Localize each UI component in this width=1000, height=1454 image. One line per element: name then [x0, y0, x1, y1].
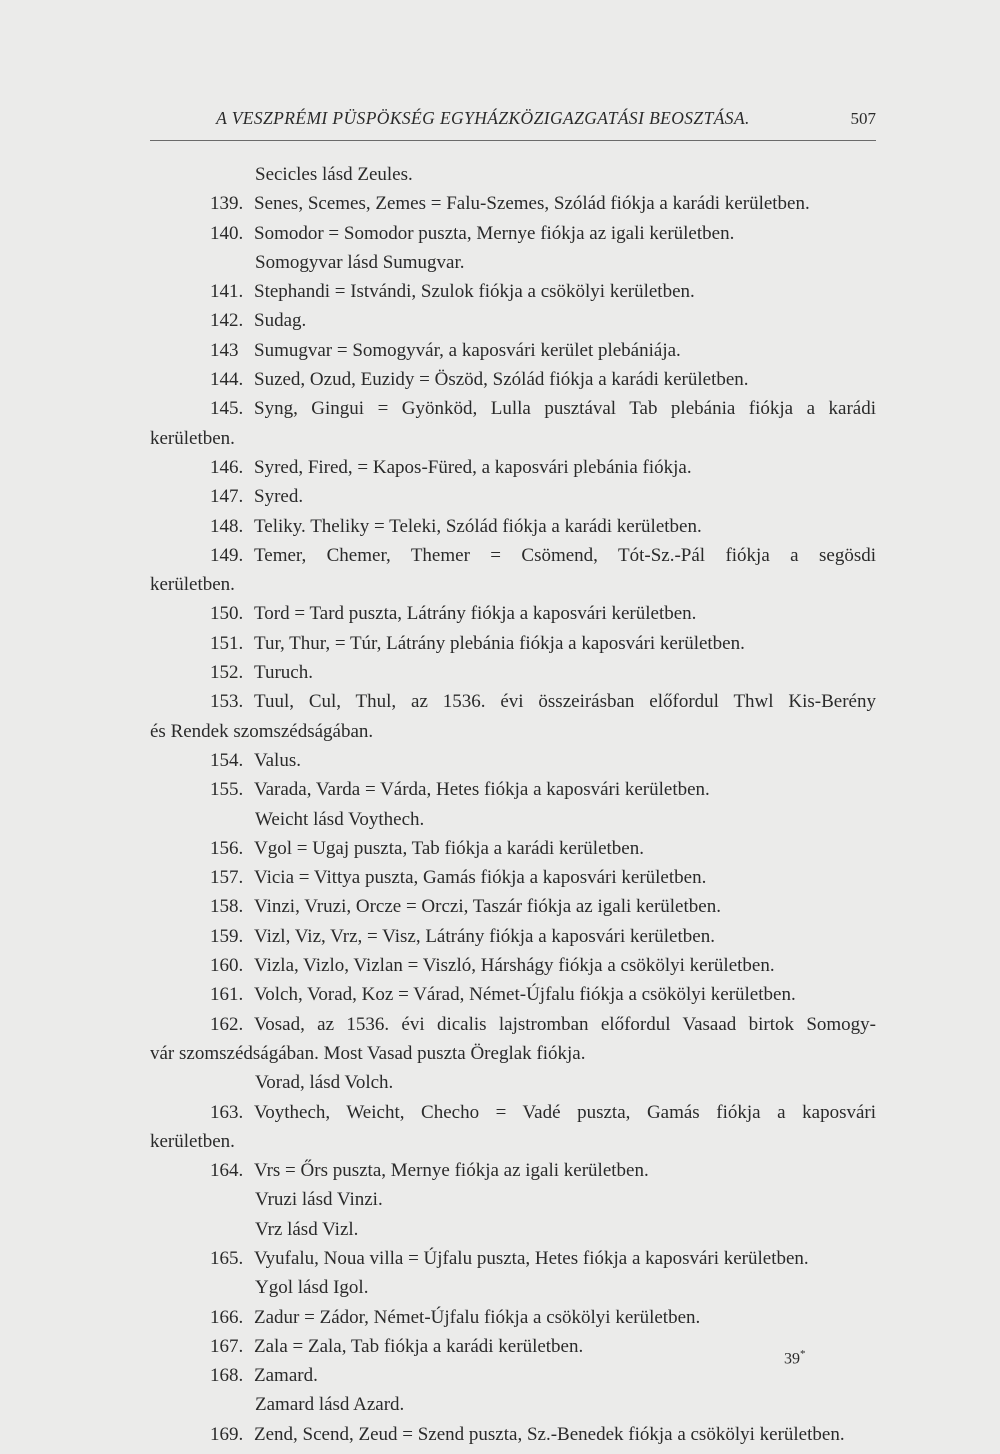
entry-text: Tuul, Cul, Thul, az 1536. évi összeirásban előfordul Thwl Kis-Berény: [254, 691, 876, 713]
entry-line: [150, 365, 876, 394]
entry-text: Stephandi = Istvándi, Szulok fiókja a csökölyi kerületben.: [254, 281, 695, 303]
entry-number: 153.: [210, 691, 244, 713]
signature-number: 39: [784, 1350, 800, 1368]
entry-number: 143: [210, 339, 239, 361]
entry-line: [150, 1361, 876, 1390]
entry-line: [150, 775, 876, 804]
entry-text: Vyufalu, Noua villa = Újfalu puszta, Hetes fiókja a kaposvári kerületben.: [254, 1247, 809, 1269]
entry-text: Varada, Varda = Várda, Hetes fiókja a kaposvári kerületben.: [254, 779, 710, 801]
entry-line: [150, 1332, 876, 1361]
entry-text: Senes, Scemes, Zemes = Falu-Szemes, Szólád fiókja a karádi kerületben.: [254, 193, 810, 215]
entry-number: 168.: [210, 1365, 244, 1387]
entry-number: 147.: [210, 486, 244, 508]
entry-text: Syred.: [254, 486, 304, 508]
entry-text: Sumugvar = Somogyvár, a kaposvári kerület plebániája.: [254, 339, 681, 361]
entry-line: [150, 1303, 876, 1332]
entry-text: Vrs = Őrs puszta, Mernye fiókja az igali kerületben.: [254, 1160, 649, 1182]
entry-number: 150.: [210, 603, 244, 625]
entry-text: Zadur = Zádor, Német-Újfalu fiókja a csökölyi kerületben.: [254, 1306, 701, 1328]
entry-number: 167.: [210, 1335, 244, 1357]
entry-line: [150, 306, 876, 335]
continuation-line: kerületben.: [150, 1130, 235, 1152]
entry-text: Sudag.: [254, 310, 307, 332]
entry-text: Vizl, Viz, Vrz, = Visz, Látrány fiókja a kaposvári kerületben.: [254, 925, 715, 947]
cross-reference-line: Somogyvar lásd Sumugvar.: [255, 251, 465, 273]
entry-number: 155.: [210, 779, 244, 801]
entry-text: Teliky. Theliky = Teleki, Szólád fiókja a karádi kerületben.: [254, 515, 702, 537]
entry-line: [150, 687, 876, 716]
continuation-line: és Rendek szomszédságában.: [150, 720, 374, 742]
entry-number: 141.: [210, 281, 244, 303]
entry-line: [150, 336, 876, 365]
entry-line: [150, 1010, 876, 1039]
entry-number: 146.: [210, 456, 244, 478]
entry-line: [150, 658, 876, 687]
entry-line: [150, 541, 876, 570]
entry-line: [150, 219, 876, 248]
entry-line: [150, 1156, 876, 1185]
entry-line: [150, 863, 876, 892]
entry-number: 157.: [210, 867, 244, 889]
cross-reference-line: Secicles lásd Zeules.: [255, 164, 413, 185]
cross-reference-line: Vruzi lásd Vinzi.: [255, 1189, 383, 1211]
entry-line: [150, 482, 876, 511]
signature-asterisk: *: [800, 1348, 806, 1360]
entry-number: 145.: [210, 398, 244, 420]
cross-reference-line: Weicht lásd Voythech.: [255, 808, 425, 830]
entry-line: [150, 394, 876, 423]
entry-number: 164.: [210, 1160, 244, 1182]
entry-text: Syred, Fired, = Kapos-Füred, a kaposvári plebánia fiókja.: [254, 456, 692, 478]
entry-line: [150, 951, 876, 980]
entry-number: 140.: [210, 222, 244, 244]
entry-line: [150, 189, 876, 218]
entry-number: 162.: [210, 1013, 244, 1035]
entry-line: [150, 512, 876, 541]
entry-text: Vicia = Vittya puszta, Gamás fiókja a kaposvári kerületben.: [254, 867, 707, 889]
entry-text: Vgol = Ugaj puszta, Tab fiókja a karádi kerületben.: [254, 837, 644, 859]
entry-number: 139.: [210, 193, 244, 215]
signature-mark: [784, 1348, 806, 1368]
entry-line: [150, 1420, 876, 1449]
entry-number: 154.: [210, 749, 244, 771]
entry-text: Vizla, Vizlo, Vizlan = Viszló, Hárshágy fiókja a csökölyi kerületben.: [254, 955, 775, 977]
cross-reference-line: Vrz lásd Vizl.: [255, 1218, 359, 1240]
entry-text: Zend, Scend, Zeud = Szend puszta, Sz.-Benedek fiókja a csökölyi kerületben.: [254, 1423, 845, 1445]
header-title: A VESZPRÉMI PÜSPÖKSÉG EGYHÁZKÖZIGAZGATÁSI BEOSZTÁSA.: [216, 108, 750, 128]
entry-line: [150, 834, 876, 863]
entry-text: Vinzi, Vruzi, Orcze = Orczi, Taszár fiókja az igali kerületben.: [254, 896, 721, 918]
entry-text: Tur, Thur, = Túr, Látrány plebánia fiókja a kaposvári kerületben.: [254, 632, 745, 654]
entry-number: 144.: [210, 369, 244, 391]
entry-number: 151.: [210, 632, 244, 654]
entry-number: 156.: [210, 837, 244, 859]
entry-line: [150, 980, 876, 1009]
entry-line: [150, 599, 876, 628]
entry-line: [150, 746, 876, 775]
entry-line: [150, 629, 876, 658]
entry-text: Suzed, Ozud, Euzidy = Öszöd, Szólád fiókja a karádi kerületben.: [254, 369, 749, 391]
entry-number: 149.: [210, 544, 244, 566]
entry-line: [150, 922, 876, 951]
entry-list: [150, 160, 876, 1449]
entry-text: Zamard.: [254, 1365, 318, 1387]
entry-line: [150, 1244, 876, 1273]
entry-number: 152.: [210, 662, 244, 684]
cross-reference-line: Zamard lásd Azard.: [255, 1394, 405, 1416]
page-number: 507: [850, 109, 876, 128]
entry-text: Somodor = Somodor puszta, Mernye fiókja az igali kerületben.: [254, 222, 735, 244]
entry-line: [150, 892, 876, 921]
entry-text: Volch, Vorad, Koz = Várad, Német-Újfalu fiókja a csökölyi kerületben.: [254, 984, 796, 1006]
entry-number: 166.: [210, 1306, 244, 1328]
continuation-line: kerületben.: [150, 574, 235, 596]
entry-text: Vosad, az 1536. évi dicalis lajstromban előfordul Vasaad birtok Somogy-: [254, 1013, 876, 1035]
cross-reference-line: Ygol lásd Igol.: [255, 1277, 369, 1299]
cross-reference-line: Vorad, lásd Volch.: [255, 1072, 394, 1094]
entry-number: 158.: [210, 896, 244, 918]
entry-line: [150, 1098, 876, 1127]
entry-line: [150, 453, 876, 482]
entry-number: 148.: [210, 515, 244, 537]
entry-number: 160.: [210, 955, 244, 977]
entry-number: 159.: [210, 925, 244, 947]
entry-text: Turuch.: [254, 662, 313, 684]
entry-text: Voythech, Weicht, Checho = Vadé puszta, Gamás fiókja a kaposvári: [254, 1101, 876, 1123]
entry-text: Tord = Tard puszta, Látrány fiókja a kaposvári kerületben.: [254, 603, 697, 625]
entry-number: 163.: [210, 1101, 244, 1123]
running-header: [150, 106, 876, 141]
continuation-line: vár szomszédságában. Most Vasad puszta Öreglak fiókja.: [150, 1042, 586, 1064]
entry-text: Zala = Zala, Tab fiókja a karádi kerületben.: [254, 1335, 584, 1357]
entry-number: 161.: [210, 984, 244, 1006]
entry-text: Syng, Gingui = Gyönköd, Lulla pusztával Tab plebánia fiókja a karádi: [254, 398, 876, 420]
entry-line: [150, 277, 876, 306]
entry-number: 165.: [210, 1247, 244, 1269]
entry-text: Temer, Chemer, Themer = Csömend, Tót-Sz.-Pál fiókja a segösdi: [254, 544, 876, 566]
entry-number: 142.: [210, 310, 244, 332]
entry-number: 169.: [210, 1423, 244, 1445]
continuation-line: kerületben.: [150, 427, 235, 449]
entry-text: Valus.: [254, 749, 301, 771]
